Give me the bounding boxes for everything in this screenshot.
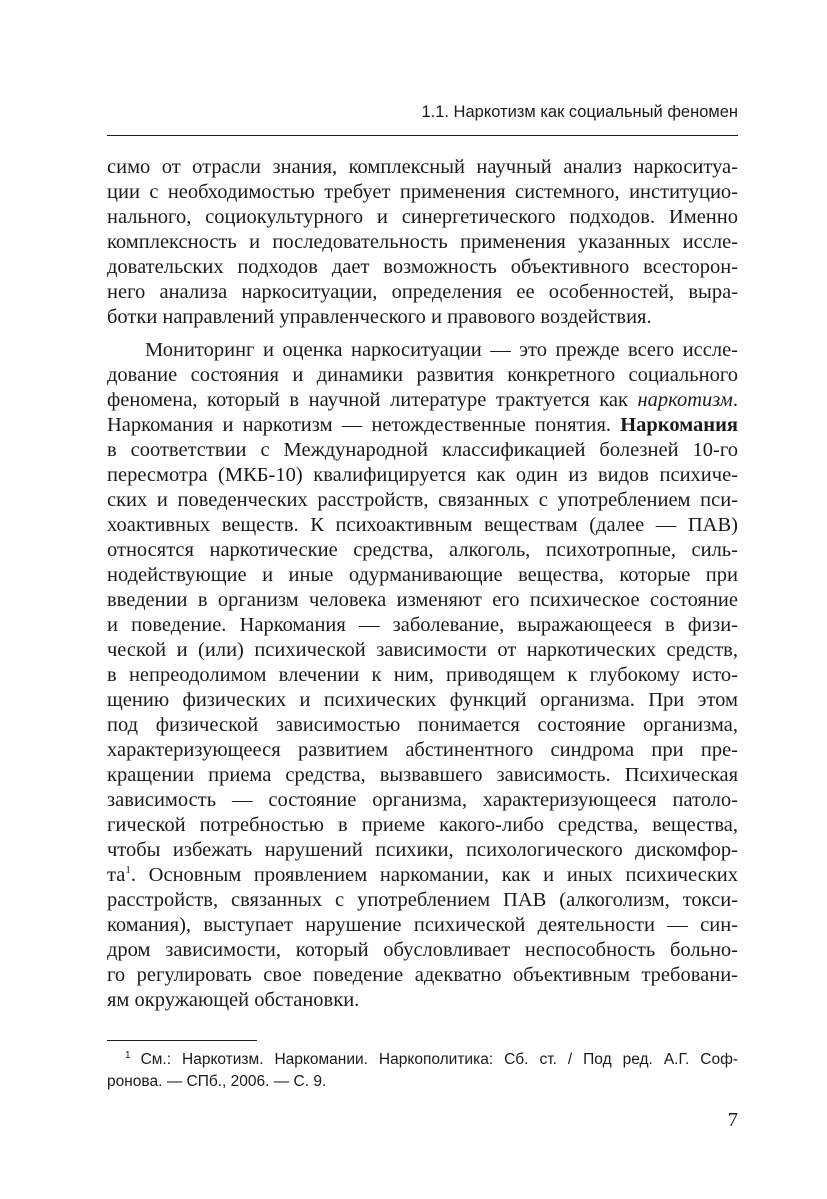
text-line bbox=[107, 413, 738, 438]
header-rule bbox=[107, 135, 738, 136]
bold-term: Наркомания bbox=[620, 414, 738, 436]
text-line: хоактивных веществ. К психоактивным веществам (далее — ПАВ) bbox=[107, 514, 738, 536]
text-run: Наркомания и наркотизм — нетождественные понятия. bbox=[107, 414, 621, 436]
footnote-mark: 1 bbox=[125, 1050, 131, 1061]
text-line bbox=[107, 863, 738, 888]
footnote-line: ронова. — СПб., 2006. — С. 9. bbox=[107, 1073, 327, 1090]
page-number: 7 bbox=[727, 1109, 738, 1131]
text-line: нального, социокультурного и синергетического подходов. Именно bbox=[107, 206, 738, 228]
text-line: щению физических и психических функций организма. При этом bbox=[107, 689, 738, 711]
text-run: . Основным проявлением наркомании, как и иных психических bbox=[130, 864, 738, 886]
running-head: 1.1. Наркотизм как социальный феномен bbox=[421, 103, 738, 121]
text-line: ческой и (или) психической зависимости от наркотических средств, bbox=[107, 639, 738, 661]
text-line: дование состояния и динамики развития конкретного социального bbox=[107, 364, 738, 386]
text-line: дром зависимости, который обусловливает неспособность больно- bbox=[107, 939, 738, 961]
text-line: в непреодолимом влечении к ним, приводящем к глубокому исто- bbox=[107, 664, 738, 686]
text-line: ских и поведенческих расстройств, связанных с употреблением пси- bbox=[107, 489, 738, 511]
text-line: го регулировать свое поведение адекватно объективным требовани- bbox=[107, 964, 738, 986]
text-line: Мониторинг и оценка наркоситуации — это прежде всего иссле- bbox=[145, 339, 738, 361]
italic-term: наркотизм bbox=[637, 389, 733, 411]
text-line: ям окружающей обстановки. bbox=[107, 989, 360, 1011]
text-line: под физической зависимостью понимается состояние организма, bbox=[107, 714, 738, 736]
text-line: и поведение. Наркомания — заболевание, выражающееся в физи- bbox=[107, 614, 738, 636]
text-line: нодействующие и иные одурманивающие вещества, которые при bbox=[107, 564, 738, 586]
text-line: расстройств, связанных с употреблением ПАВ (алкоголизм, токси- bbox=[107, 889, 738, 911]
text-line: комания), выступает нарушение психической деятельности — син- bbox=[107, 914, 738, 936]
text-line: относятся наркотические средства, алкоголь, психотропные, силь- bbox=[107, 539, 738, 561]
text-line: кращении приема средства, вызвавшего зависимость. Психическая bbox=[107, 764, 738, 786]
text-line: в соответствии с Международной классификацией болезней 10-го bbox=[107, 439, 738, 461]
paragraph-1 bbox=[107, 155, 738, 330]
text-line: характеризующееся развитием абстинентного синдрома при пре- bbox=[107, 739, 738, 761]
text-line: ботки направлений управленческого и правового воздействия. bbox=[107, 306, 652, 328]
body-text bbox=[107, 155, 738, 1013]
footnote-rule bbox=[107, 1040, 257, 1041]
text-line bbox=[107, 388, 738, 413]
text-line: симо от отрасли знания, комплексный научный анализ наркоситуа- bbox=[107, 156, 738, 178]
text-line: гической потребностью в приеме какого-либо средства, вещества, bbox=[107, 814, 738, 836]
text-line: довательских подходов дает возможность объективного всесторон- bbox=[107, 256, 738, 278]
footnote-reference[interactable]: 1 bbox=[125, 864, 131, 876]
text-line: введении в организм человека изменяют его психическое состояние bbox=[107, 589, 738, 611]
text-run: . bbox=[732, 389, 738, 411]
text-line: чтобы избежать нарушений психики, психологического дискомфор- bbox=[107, 839, 738, 861]
text-run: та bbox=[107, 864, 126, 886]
text-line: зависимость — состояние организма, характеризующееся патоло- bbox=[107, 789, 738, 811]
text-run: феномена, который в научной литературе трактуется как bbox=[107, 389, 638, 411]
footnote bbox=[107, 1049, 738, 1093]
text-line: него анализа наркоситуации, определения ее особенностей, выра- bbox=[107, 281, 738, 303]
text-line: пересмотра (МКБ-10) квалифицируется как один из видов психиче- bbox=[107, 464, 738, 486]
paragraph-2 bbox=[107, 338, 738, 1013]
footnote-line bbox=[107, 1049, 738, 1071]
text-line: ции с необходимостью требует применения системного, институцио- bbox=[107, 181, 738, 203]
footnote-text: См.: Наркотизм. Наркомании. Наркополитика: Сб. ст. / Под ред. А.Г. Соф- bbox=[140, 1051, 738, 1068]
text-line: комплексность и последовательность применения указанных иссле- bbox=[107, 231, 738, 253]
